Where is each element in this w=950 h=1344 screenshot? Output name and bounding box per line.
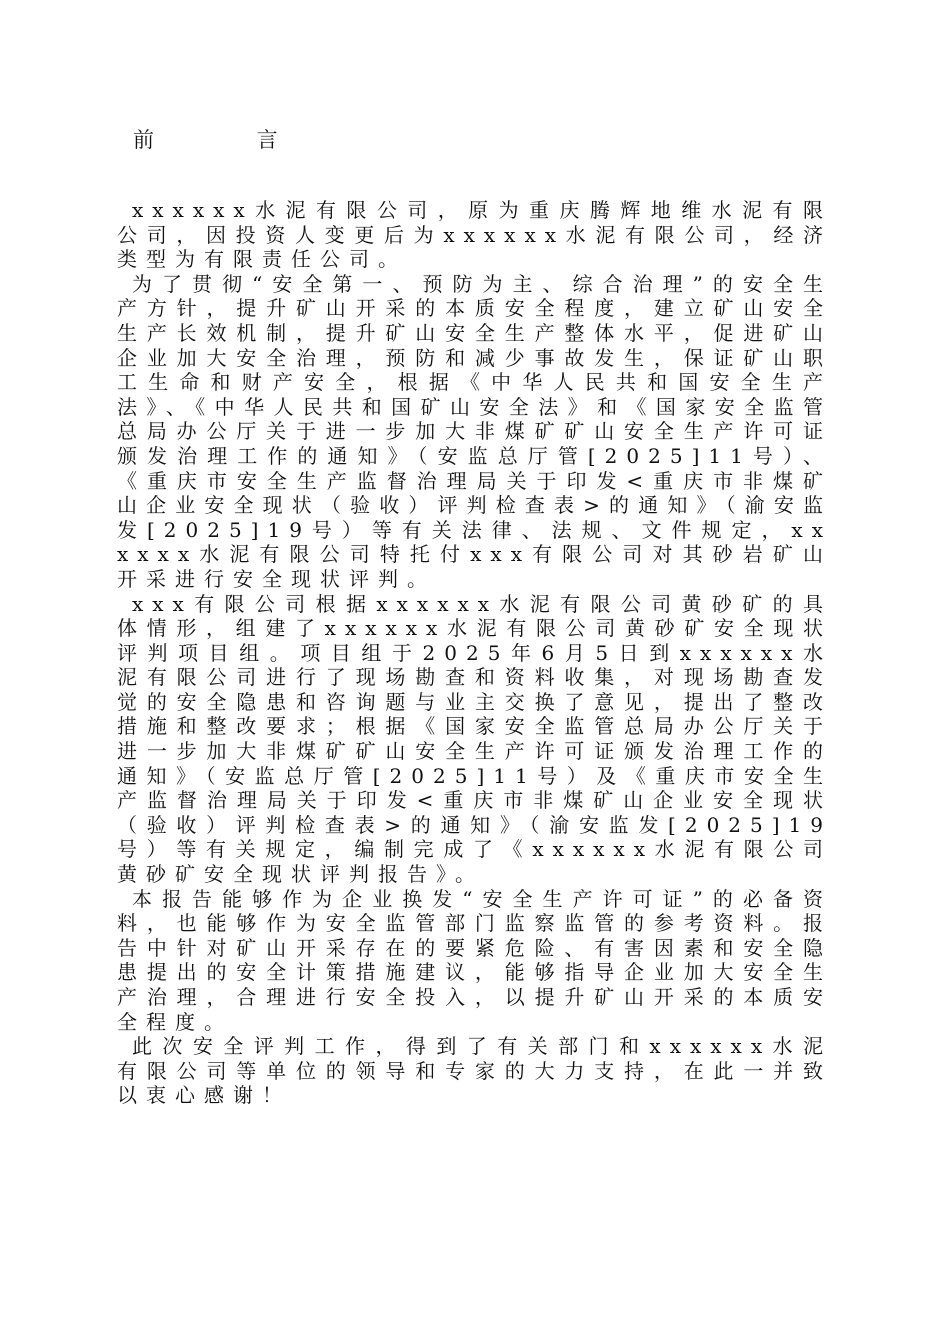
document-body xyxy=(117,198,832,1108)
document-heading: 前 言 xyxy=(133,128,326,152)
paragraph-project-team: xxx有限公司根据xxxxxx水泥有限公司黄砂矿的具体情形，组建了xxxxxx水泥有限公司黄砂矿安全现状评判项目组。项目组于2025年6月5日到xxxxxx水泥有限公司进行了现场勘查和资料收集，对现场勘查发觉的安全隐患和咨询题与业主交换了意见，提出了整改措施和整改要求；根据《国家安全监管总局办公厅关于进一步加大非煤矿矿山安全生产许可证颁发治理工作的通知》（安监总厅管[2025]11号）及《重庆市安全生产监督治理局关于印发<重庆市非煤矿山企业安全现状（验收）评判检查表>的通知》（渝安监发[2025]19号）等有关规定，编制完成了《xxxxxx水泥有限公司黄砂矿安全现状评判报告》。 xyxy=(117,591,832,887)
paragraph-report-usage: 本报告能够作为企业换发“安全生产许可证”的必备资料，也能够作为安全监管部门监察监管的参考资料。报告中针对矿山开采存在的要紧危险、有害因素和安全隐患提出的安全计策措施建议，能够指导企业加大安全生产治理，合理进行安全投入，以提升矿山开采的本质安全程度。 xyxy=(117,886,832,1034)
paragraph-purpose: 为了贯彻“安全第一、预防为主、综合治理”的安全生产方针，提升矿山开采的本质安全程度，建立矿山安全生产长效机制，提升矿山安全生产整体水平，促进矿山企业加大安全治理，预防和减少事故发生，保证矿山职工生命和财产安全，根据《中华人民共和国安全生产法》、《中华人民共和国矿山安全法》和《国家安全监管总局办公厅关于进一步加大非煤矿矿山安全生产许可证颁发治理工作的通知》（安监总厅管[2025]11号）、《重庆市安全生产监督治理局关于印发<重庆市非煤矿山企业安全现状（验收）评判检查表>的通知》（渝安监发[2025]19号）等有关法律、法规、文件规定，xxxxxx水泥有限公司特托付xxx有限公司对其砂岩矿山开采进行安全现状评判。 xyxy=(117,271,832,591)
paragraph-acknowledgement: 此次安全评判工作，得到了有关部门和xxxxxx水泥有限公司等单位的领导和专家的大力支持，在此一并致以衷心感谢！ xyxy=(117,1034,832,1108)
paragraph-company-intro: xxxxxx水泥有限公司，原为重庆腾辉地维水泥有限公司，因投资人变更后为xxxxxx水泥有限公司，经济类型为有限责任公司。 xyxy=(117,198,832,272)
